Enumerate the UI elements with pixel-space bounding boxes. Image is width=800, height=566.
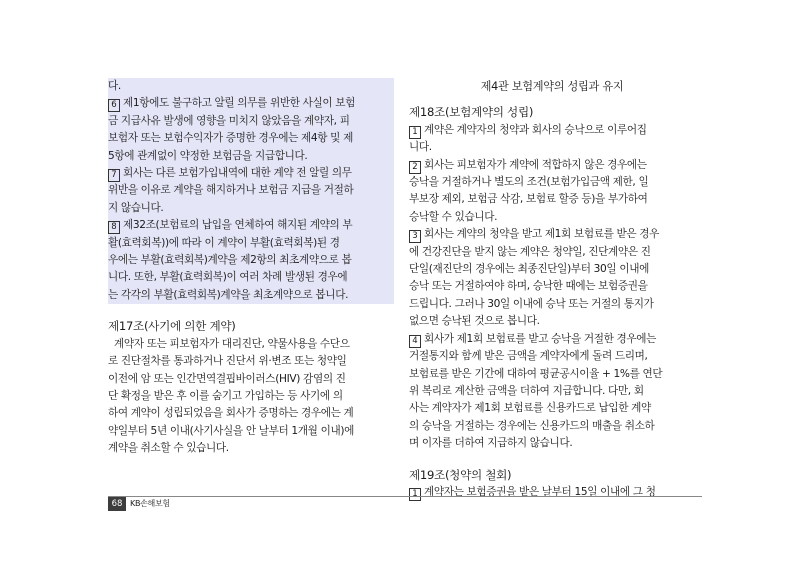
line-text: 제32조(보험료의 납입을 연체하여 해지된 계약의 부: [123, 219, 353, 232]
clause-number-box: 4: [409, 335, 421, 348]
clause-number-box: 6: [108, 99, 120, 112]
line-text: 위반을 이유로 계약을 해지하거나 보험금 지급을 거절하: [108, 184, 354, 197]
line-text: 니다. 또한, 부활(효력회복)이 여러 차례 발생된 경우에: [108, 271, 348, 284]
clause-number-box: 8: [108, 221, 120, 234]
clause-number-box: 1: [409, 126, 421, 139]
article-18-heading: 제18조(보험계약의 성립): [409, 105, 534, 120]
article-19-heading: 제19조(청약의 철회): [409, 467, 512, 482]
text-line: [409, 191, 695, 208]
clause-number-box: 2: [409, 161, 421, 174]
line-text: 회사는 피보험자가 계약에 적합하지 않은 경우에는: [424, 158, 647, 171]
line-text: 다.: [108, 80, 121, 92]
line-text: 단일(재진단의 경우에는 최종진단일)부터 30일 이내에: [409, 263, 649, 276]
text-line: [108, 95, 394, 112]
page-number: 68: [108, 497, 126, 511]
line-text: 5항에 관계없이 약정한 보험금을 지급합니다.: [108, 149, 308, 162]
line-text: 계약자 또는 피보험자가 대리진단, 약물사용을 수단으: [108, 337, 350, 350]
text-line: [108, 165, 394, 182]
line-text: 금 지급사유 발생에 영향을 미치지 않았음을 계약자, 피: [108, 114, 350, 127]
clause-number-box: 7: [108, 169, 120, 182]
line-text: 의 승낙을 거절하는 경우에는 신용카드의 매출을 취소하: [409, 419, 655, 432]
text-line: [409, 366, 695, 383]
line-text: 회사는 다른 보험가입내역에 대한 계약 전 알릴 의무: [123, 167, 352, 180]
text-line: [108, 440, 394, 457]
text-line: [409, 226, 695, 243]
text-line: [108, 336, 394, 353]
text-line: [409, 296, 695, 313]
text-line: [409, 400, 695, 417]
text-line: [108, 182, 394, 199]
text-line: [409, 209, 695, 226]
text-line: [409, 122, 695, 139]
text-line: [108, 148, 394, 165]
line-text: 승낙을 거절하거나 별도의 조건(보험가입금액 제한, 일: [409, 176, 649, 189]
text-line: [409, 278, 695, 295]
text-line: [108, 388, 394, 405]
line-text: 드립니다. 그러나 30일 이내에 승낙 또는 거절의 통지가: [409, 297, 654, 310]
line-text: 없으면 승낙된 것으로 봅니다.: [409, 315, 540, 328]
text-line: [108, 252, 394, 269]
line-text: 는 각각의 부활(효력회복)계약을 최초계약으로 봅니다.: [108, 288, 349, 301]
text-line: [108, 353, 394, 370]
line-text: 보험료를 받은 기간에 대하여 평균공시이율 + 1%를 연단: [409, 367, 663, 380]
line-text: 승낙할 수 있습니다.: [409, 210, 498, 223]
text-line: [108, 371, 394, 388]
line-text: 활(효력회복))에 따라 이 계약이 부활(효력회복)된 경: [108, 236, 340, 249]
section-title: 제4관 보험계약의 성립과 유지: [480, 80, 624, 93]
line-text: 위 복리로 계산한 금액을 더하여 지급합니다. 다만, 회: [409, 384, 644, 397]
line-text: 이전에 암 또는 인간면역결핍바이러스(HIV) 감염의 진: [108, 372, 346, 385]
line-text: 약일부터 5년 이내(사기사실을 안 날부터 1개월 이내)에: [108, 424, 355, 437]
line-text: 계약을 취소할 수 있습니다.: [108, 442, 229, 455]
text-line: [409, 348, 695, 365]
article-17-body: [108, 336, 394, 458]
left-column: [108, 78, 394, 458]
line-text: 우에는 부활(효력회복)계약을 제2항의 최초계약으로 봅: [108, 254, 352, 267]
text-line: [409, 383, 695, 400]
line-text: 단 확정을 받은 후 이를 숨기고 가입하는 등 사기에 의: [108, 389, 343, 402]
line-text: 계약자는 보험증권을 받은 날부터 15일 이내에 그 청: [424, 485, 656, 498]
line-text: 회사는 계약의 청약을 받고 제1회 보험료를 받은 경우: [424, 228, 660, 241]
line-text: 보험자 또는 보험수익자가 증명한 경우에는 제4항 및 제: [108, 132, 353, 145]
text-line: [409, 244, 695, 261]
text-line: [409, 418, 695, 435]
text-line: [108, 217, 394, 234]
line-text: 승낙 또는 거절하여야 하며, 승낙한 때에는 보험증권을: [409, 280, 648, 293]
text-line: [409, 157, 695, 174]
text-line: [108, 78, 394, 95]
line-text: 하여 계약이 성립되었음을 회사가 증명하는 경우에는 계: [108, 407, 354, 420]
line-text: 며 이자를 더하여 지급하지 않습니다.: [409, 437, 573, 450]
text-line: [108, 423, 394, 440]
highlighted-clause-block: [108, 78, 394, 304]
text-line: [409, 261, 695, 278]
line-text: 거절통지와 함께 받은 금액을 계약자에게 돌려 드리며,: [409, 350, 648, 363]
article-17-heading: 제17조(사기에 의한 계약): [108, 319, 236, 334]
company-name: KB손해보험: [130, 499, 170, 508]
line-text: 사는 계약자가 제1회 보험료를 신용카드로 납입한 계약: [409, 402, 651, 415]
text-line: [108, 200, 394, 217]
right-column: [409, 78, 695, 501]
line-text: 회사가 제1회 보험료를 받고 승낙을 거절한 경우에는: [424, 332, 657, 345]
line-text: 니다.: [409, 141, 432, 154]
text-line: [108, 113, 394, 130]
text-line: [108, 405, 394, 422]
article-18-body: [409, 122, 695, 453]
line-text: 부보장 제외, 보험금 삭감, 보험료 할증 등)을 부가하여: [409, 193, 648, 206]
line-text: 지 않습니다.: [108, 201, 164, 214]
text-line: [108, 287, 394, 304]
text-line: [108, 130, 394, 147]
clause-number-box: 1: [409, 488, 421, 501]
line-text: 로 진단절차를 통과하거나 진단서 위·변조 또는 청약일: [108, 355, 347, 368]
text-line: [409, 331, 695, 348]
clause-number-box: 3: [409, 230, 421, 243]
text-line: [409, 435, 695, 452]
line-text: 제1항에도 불구하고 알릴 의무를 위반한 사실이 보험: [123, 97, 356, 110]
line-text: 계약은 계약자의 청약과 회사의 승낙으로 이루어집: [424, 123, 647, 136]
page-footer: [108, 496, 702, 510]
text-line: [108, 235, 394, 252]
text-line: [108, 269, 394, 286]
text-line: [409, 139, 695, 156]
text-line: [409, 174, 695, 191]
line-text: 에 건강진단을 받지 않는 계약은 청약일, 진단계약은 진: [409, 245, 651, 258]
text-line: [409, 313, 695, 330]
